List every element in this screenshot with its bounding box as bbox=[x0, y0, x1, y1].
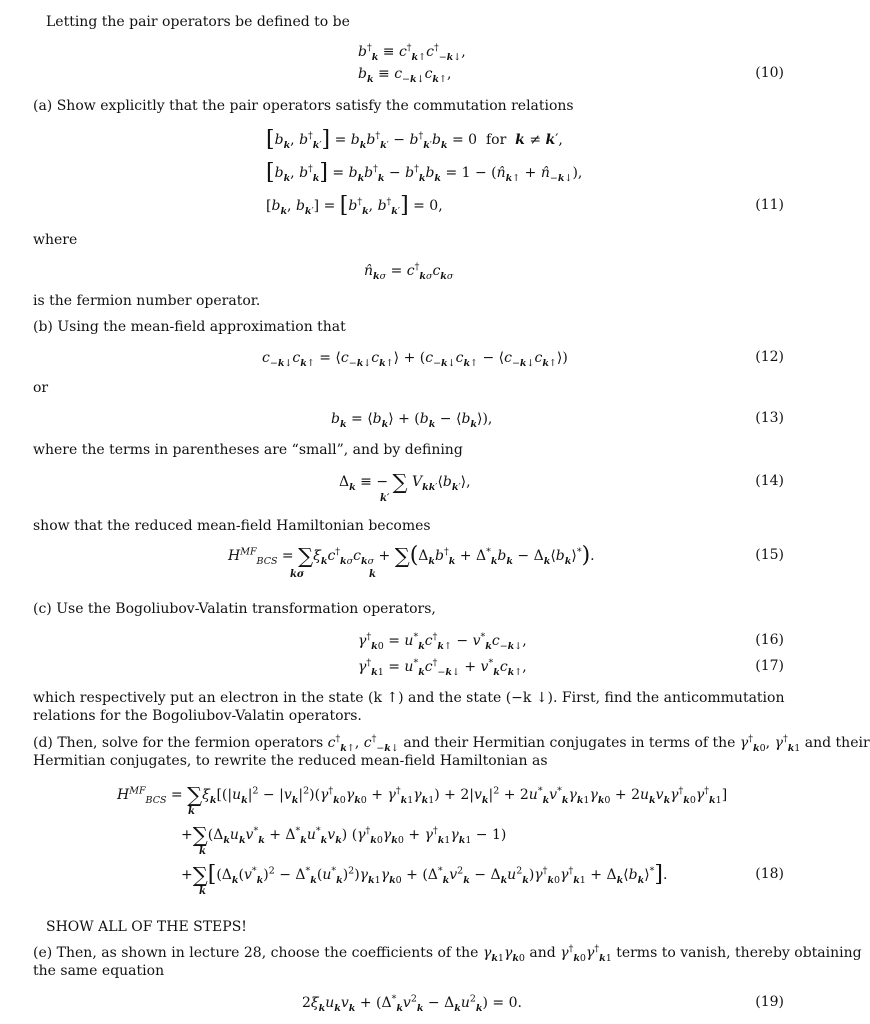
part-d-and: and their bbox=[804, 735, 870, 751]
part-a-text: (a) Show explicitly that the pair operators satisfy the commutation relations bbox=[33, 98, 574, 114]
part-e-line-1: (e) Then, as shown in lecture 28, choose the coefficients of the $\gamma_{k1}\gamma_{k0}$ and $\gamma^\dagger_{k0}\gamma^\dagger_{k1}$ terms to vanish, thereby obtaining bbox=[33, 943, 862, 964]
equation-14: $\Delta_k$ ≡ − ∑ $V_{kk'}⟨b_{k'}⟩$, bbox=[339, 470, 471, 494]
equation-16: $\gamma^\dagger_{k0} = u^*_kc^\dagger_{k↑} - v^*_kc_{-k↓}$, bbox=[358, 631, 527, 652]
show-hamiltonian-text: show that the reduced mean-field Hamiltonian becomes bbox=[33, 518, 431, 534]
equation-18-sum-index-3: k bbox=[199, 886, 206, 897]
part-d-mid: and their Hermitian conjugates in terms of the bbox=[403, 735, 736, 751]
equation-number-16: (16) bbox=[755, 632, 784, 648]
equation-number-13: (13) bbox=[755, 410, 784, 426]
equation-13: $b_k$ = $⟨b_k⟩ + (b_k$ − $⟨b_k⟩$), bbox=[331, 411, 493, 430]
part-e-end: the same equation bbox=[33, 963, 165, 979]
equation-11-line-3: [$b_k$, $b_{k'}] = [b^\dagger_k$, $b^\dagger_{k'}] = 0$, bbox=[266, 193, 443, 218]
part-d-line-1: (d) Then, solve for the fermion operators $c^\dagger_{k↑}$, $c^\dagger_{-k↓}$ and their Hermitian conjugates in terms of the $\gamma^\dagger_{k0}$, $\gamma^\dagger_{k1}$ and their bbox=[33, 733, 870, 754]
equation-number-17: (17) bbox=[755, 658, 784, 674]
equation-number-12: (12) bbox=[755, 349, 784, 365]
bv-explanation-text: which respectively put an electron in the state (k ↑) and the state (−k ↓). First, find the anticommutation relations for the Bogoliubov-Valatin operators. bbox=[33, 690, 785, 724]
equation-15: $H^{MF}_{BCS} = \sum\xi_kc^\dagger_{k\sigma}c_{k\sigma} + \sum(\Delta_kb^\dagger_k + \Delta^*_kb_k$ − $\Delta_k⟨b_k⟩^*$). bbox=[228, 543, 595, 568]
intro-text: Letting the pair operators be defined to be bbox=[46, 14, 350, 30]
equation-11-line-1: [$b_k$, $b^\dagger_{k'}] = b_kb^\dagger_{k'} - b^\dagger_{k'}b_k = 0$ for k ≠ k′, bbox=[266, 127, 563, 152]
equation-17: $\gamma^\dagger_{k1} = u^*_kc^\dagger_{-k↓} + v^*_kc_{k↑}$, bbox=[358, 657, 527, 678]
equation-12: $c_{-k↓}c_{k↑}$ = $⟨c_{-k↓}c_{k↑}⟩ + (c_{-k↓}c_{k↑}$ − $⟨c_{-k↓}c_{k↑}⟩$) bbox=[262, 350, 568, 369]
equation-number-11: (11) bbox=[755, 197, 784, 213]
small-terms-text: where the terms in parentheses are “small”, and by defining bbox=[33, 442, 463, 458]
part-b-text: (b) Using the mean-field approximation that bbox=[33, 319, 346, 335]
part-c-text: (c) Use the Bogoliubov-Valatin transformation operators, bbox=[33, 601, 436, 617]
part-e-and: and bbox=[529, 945, 556, 961]
part-d-start: (d) Then, solve for the fermion operators bbox=[33, 735, 324, 751]
part-e-mid: terms to vanish, thereby obtaining bbox=[616, 945, 862, 961]
equation-18-sum-index-2: k bbox=[199, 846, 206, 857]
equation-number-19: (19) bbox=[755, 994, 784, 1010]
equation-10-line-1: $b^\dagger_k \equiv c^\dagger_{k↑}c^\dagger_{-k↓}$, bbox=[358, 42, 466, 63]
equation-number-10: (10) bbox=[755, 65, 784, 81]
equation-number-14: (14) bbox=[755, 473, 784, 489]
where-label: where bbox=[33, 232, 78, 248]
equation-15-sum-index-2: k bbox=[369, 569, 376, 580]
number-operator-equation: $n̂_{k\sigma} = c^\dagger_{k\sigma}c_{k\sigma}$ bbox=[364, 261, 454, 282]
or-label: or bbox=[33, 380, 49, 396]
equation-11-line-2: [$b_k$, $b^\dagger_k] = b_kb^\dagger_k - b^\dagger_kb_k = 1$ − ($n̂_{k↑}$ + $n̂_{-k↓}$), bbox=[266, 160, 583, 185]
equation-18-line-1: $H^{MF}_{BCS} = \sum\xi_k[(|u_k|^2 - |v_k|^2)(\gamma^\dagger_{k0}\gamma_{k0} + \gamma^\dagger_{k1}\gamma_{k1}) + 2|v_k|^2 + 2u^*_kv^*_k\gamma_{k1}\gamma_{k0} + 2u_kv_k\gamma^\dagger_{k0}\gamma^\dagger_{k1}]$ bbox=[117, 783, 728, 807]
number-operator-text: is the fermion number operator. bbox=[33, 293, 261, 309]
equation-number-18: (18) bbox=[755, 866, 784, 882]
equation-18-line-2: $+\sum(\Delta_ku_kv^*_k + \Delta^*_ku^*_kv_k) (\gamma^\dagger_{k0}\gamma_{k0} + \gamma^\dagger_{k1}\gamma_{k1} - 1)$ bbox=[181, 823, 507, 847]
equation-14-sum-index: k′ bbox=[380, 493, 390, 504]
part-e-start: (e) Then, as shown in lecture 28, choose the coefficients of the bbox=[33, 945, 479, 961]
show-steps-text: SHOW ALL OF THE STEPS! bbox=[46, 919, 247, 935]
equation-19: $2\xi_ku_kv_k + (\Delta^*_kv^2_k - \Delta_ku^2_k) = 0$. bbox=[302, 993, 522, 1014]
equation-18-sum-index-1: k bbox=[188, 806, 195, 817]
equation-18-line-3: $+\sum[(\Delta_k(v^*_k)^2 - \Delta^*_k(u^*_k)^2)\gamma_{k1}\gamma_{k0} + (\Delta^*_kv^2_k - \Delta_ku^2_k)\gamma^\dagger_{k0}\gamma^\dagger_{k1}$ + $\Delta_k⟨b_k⟩^*$]. bbox=[181, 862, 668, 887]
part-d-end: Hermitian conjugates, to rewrite the reduced mean-field Hamiltonian as bbox=[33, 753, 548, 769]
equation-10-line-2: $b_k \equiv c_{-k↓}c_{k↑}$, bbox=[358, 66, 452, 85]
equation-number-15: (15) bbox=[755, 547, 784, 563]
equation-15-sum-index-1: kσ bbox=[290, 569, 305, 580]
